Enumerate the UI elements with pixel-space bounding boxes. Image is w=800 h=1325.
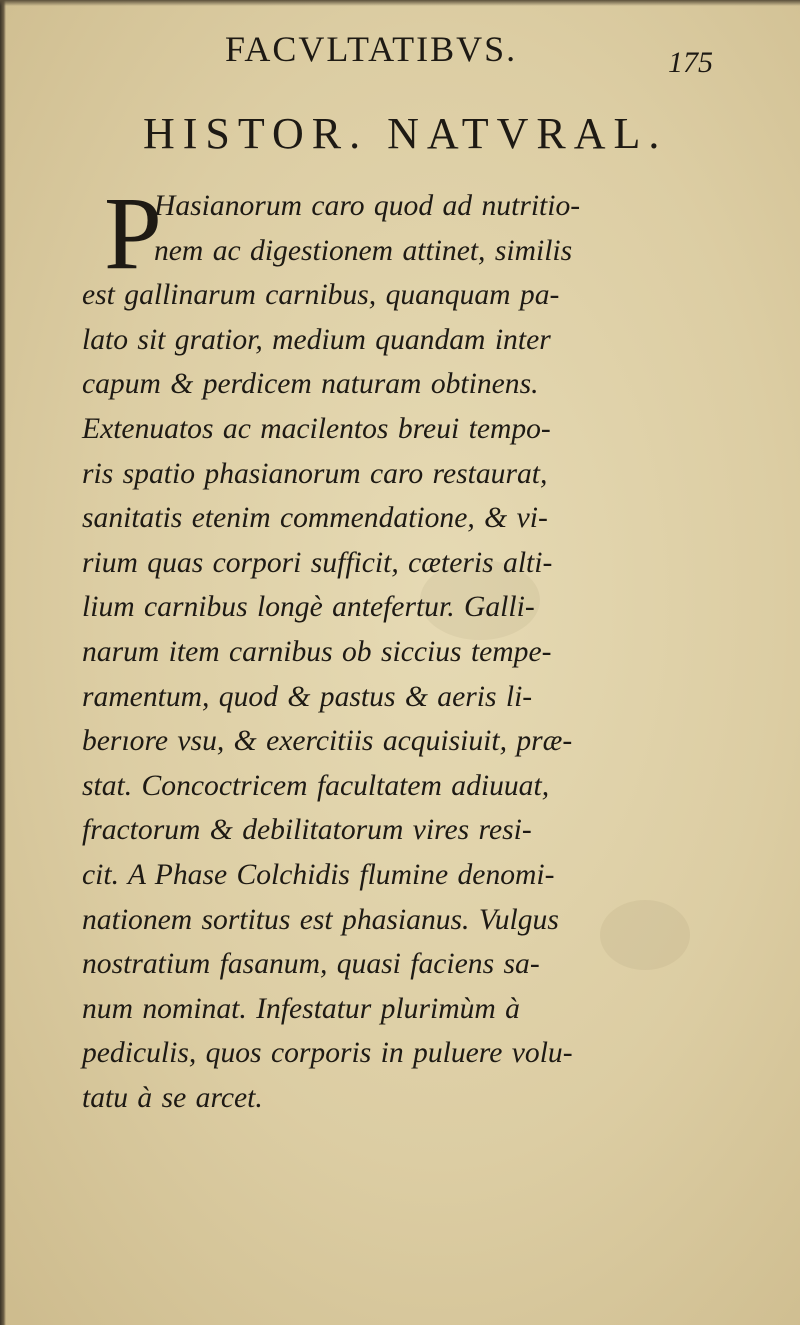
page-top-shadow <box>0 0 800 6</box>
page-number: 175 <box>668 46 713 79</box>
text-line: lato sit gratior, medium quandam inter <box>82 323 551 356</box>
text-line: nationem sortitus est phasianus. Vulgus <box>82 903 559 936</box>
text-line: Hasianorum caro quod ad nutritio- <box>154 190 581 222</box>
text-line: fractorum & debilitatorum vires resi- <box>82 814 532 847</box>
text-line: num nominat. Infestatur plurimùm à <box>82 992 520 1025</box>
running-head: FACVLTATIBVS. <box>225 29 518 69</box>
text-line: berıore vsu, & exercitiis acquisiuit, præ- <box>82 725 573 758</box>
text-line: capum & perdicem naturam obtinens. <box>82 368 539 401</box>
text-line: stat. Concoctricem facultatem adiuuat, <box>82 769 550 802</box>
text-line: nostratium fasanum, quasi faciens sa- <box>82 948 540 981</box>
text-line: ris spatio phasianorum caro restaurat, <box>82 457 548 490</box>
text-line: Extenuatos ac macilentos breui tempo- <box>82 412 551 445</box>
text-line: est gallinarum carnibus, quanquam pa- <box>82 279 560 312</box>
page-gutter-shadow <box>0 0 6 1325</box>
text-line: ramentum, quod & pastus & aeris li- <box>82 680 533 713</box>
text-line: nem ac digestionem attinet, similis <box>154 234 573 267</box>
text-line: rium quas corpori sufficit, cæteris alti- <box>82 546 553 579</box>
drop-cap: P <box>104 176 162 291</box>
section-title: HISTOR. NATVRAL. <box>143 109 668 158</box>
body-text <box>82 176 722 1120</box>
text-line: pediculis, quos corporis in puluere volu- <box>82 1037 573 1070</box>
text-line: lium carnibus longè antefertur. Galli- <box>82 591 535 624</box>
text-line: sanitatis etenim commendatione, & vi- <box>82 502 548 535</box>
text-line: narum item carnibus ob siccius tempe- <box>82 635 552 668</box>
text-line: cit. A Phase Colchidis flumine denomi- <box>82 858 555 891</box>
text-line: tatu à se arcet. <box>82 1081 263 1114</box>
